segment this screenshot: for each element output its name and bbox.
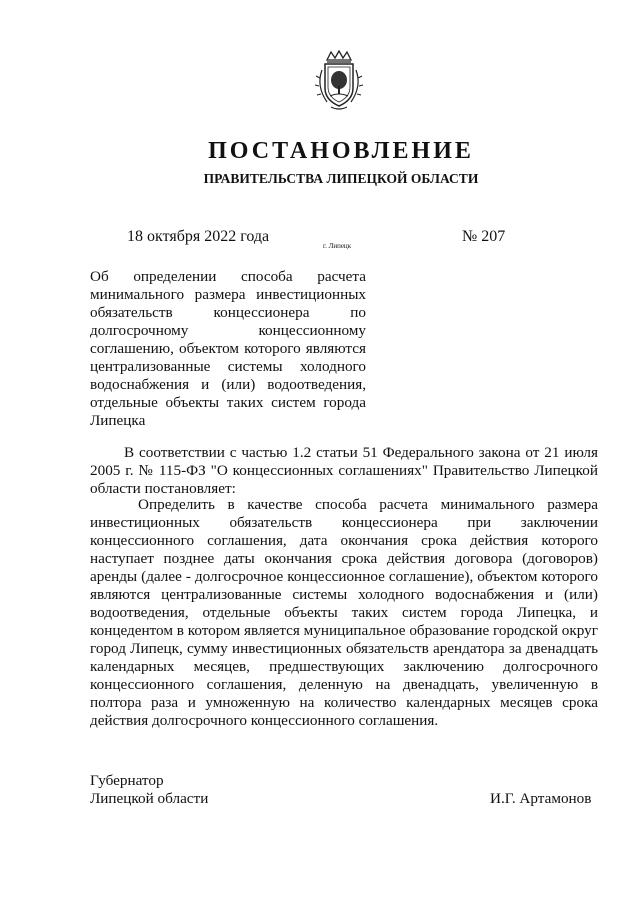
document-subtitle: ПРАВИТЕЛЬСТВА ЛИПЕЦКОЙ ОБЛАСТИ (203, 171, 479, 186)
signatory-position-line2: Липецкой области (90, 790, 209, 807)
document-title: ПОСТАНОВЛЕНИЕ (208, 138, 474, 164)
document-city: г. Липецк (323, 242, 352, 250)
document-preamble: В соответствии с частью 1.2 статьи 51 Федерального закона от 21 июля 2005 г. № 115-ФЗ "О концессионных соглашениях" Правительство Липецкой области постановляет: (90, 444, 598, 497)
document-date: 18 октября 2022 года (127, 228, 270, 245)
document-number: № 207 (462, 228, 506, 245)
document-subject: Об определении способа расчета минимального размера инвестиционных обязательств концессионера по долгосрочному концессионному соглашению, объектом которого являются централизованные системы холодного водоснабжения и (или) водоотведения, отдельные объекты таких систем города Липецка (90, 268, 366, 429)
signatory-position-line1: Губернатор (90, 772, 164, 789)
coat-of-arms-icon (313, 50, 365, 112)
document-body: Определить в качестве способа расчета минимального размера инвестиционных обязательств концессионера при заключении концессионного соглашения, дата окончания срока действия которого наступает позднее даты окончания срока действия договора (договоров) аренды (далее - долгосрочное концессионное соглашение), объектом которого являются централизованные системы холодного водоснабжения и (или) водоотведения, отдельные объекты таких систем города Липецка, и концедентом в котором является муниципальное образование городской округ город Липецк, сумму инвестиционных обязательств арендатора за двенадцать календарных месяцев, предшествующих заключению долгосрочного концессионного соглашения, деленную на двенадцать, увеличенную в полтора раза и умноженную на количество календарных месяцев срока действия долгосрочного концессионного соглашения. (90, 496, 598, 729)
signatory-name: И.Г. Артамонов (490, 790, 592, 807)
